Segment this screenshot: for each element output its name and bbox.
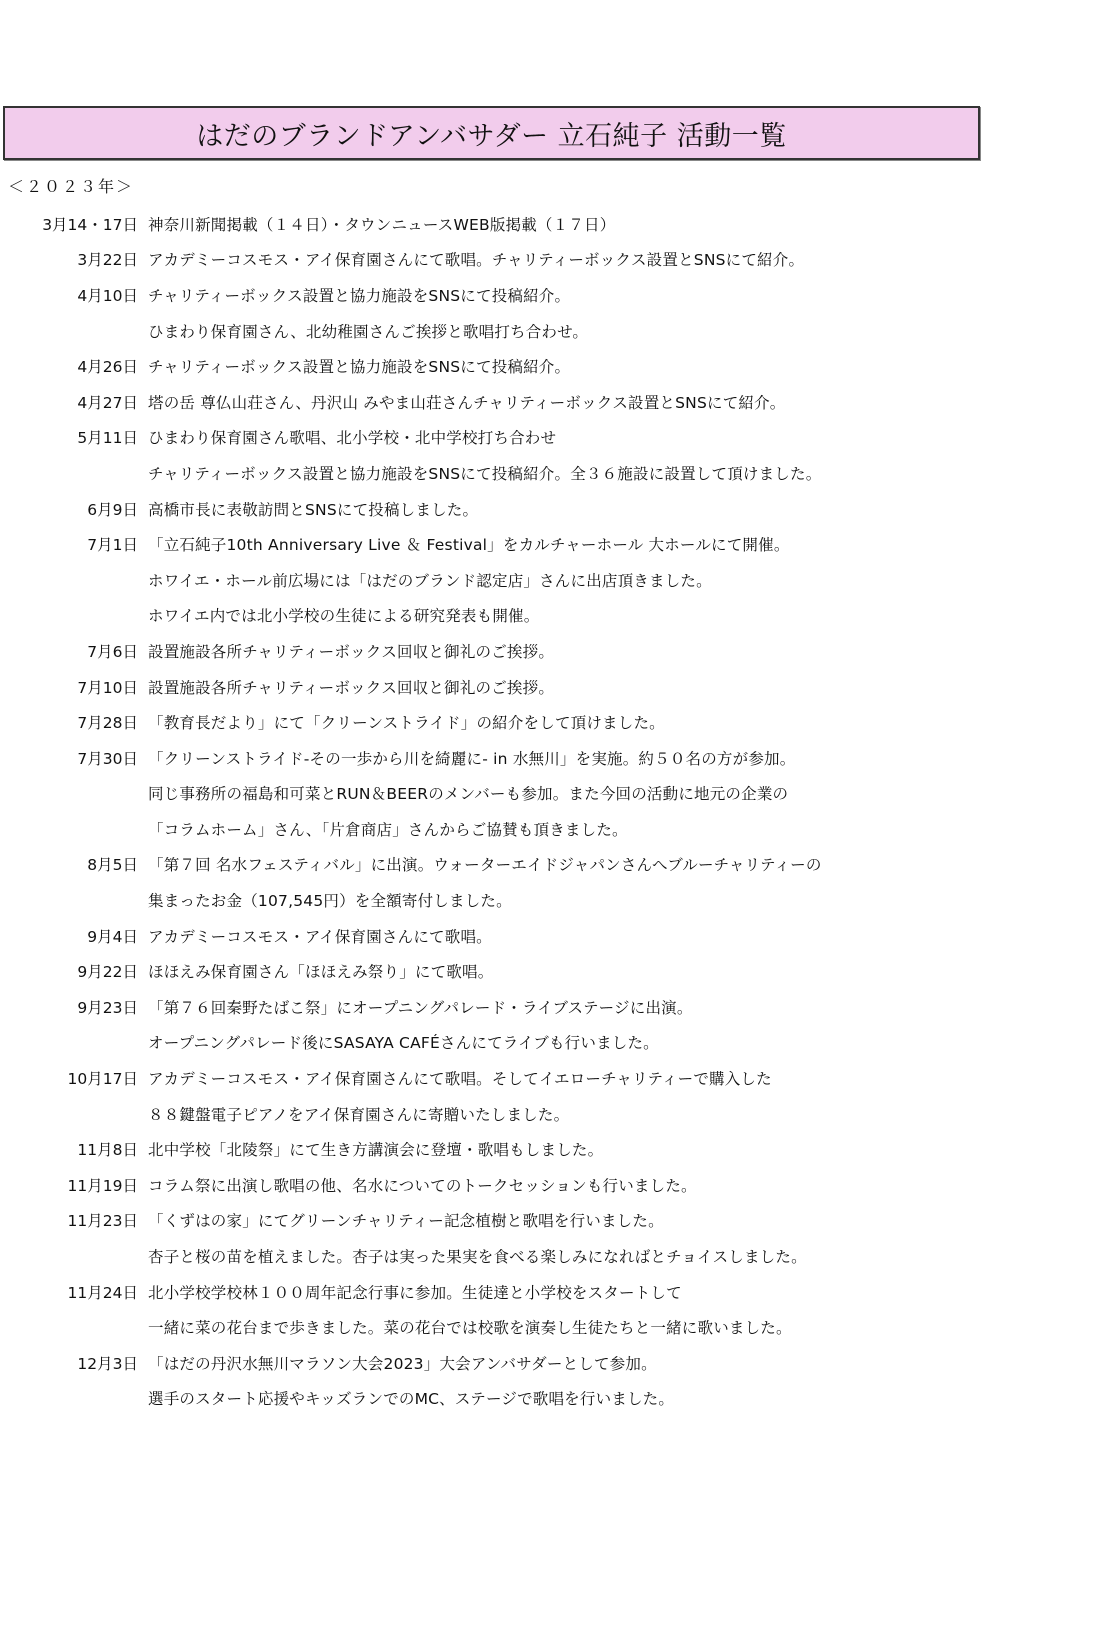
- activity-date: 10月17日: [67, 1070, 138, 1089]
- activity-row: [0, 882, 1098, 918]
- activity-text: 一緒に菜の花台まで歩きました。菜の花台では校歌を演奏し生徒たちと一緒に歌いました。: [148, 1319, 792, 1338]
- activity-text: ほほえみ保育園さん「ほほえみ祭り」にて歌唱。: [148, 963, 494, 982]
- activity-row: [0, 633, 1098, 669]
- activity-row: [0, 989, 1098, 1025]
- activity-text: ひまわり保育園さん歌唱、北小学校・北中学校打ち合わせ: [148, 429, 557, 448]
- activity-date: 11月19日: [67, 1176, 138, 1195]
- activity-list: [0, 206, 1098, 1416]
- activity-text: 設置施設各所チャリティーボックス回収と御礼のご挨拶。: [148, 678, 555, 697]
- activity-row: [0, 491, 1098, 527]
- activity-row: [0, 740, 1098, 776]
- activity-row: [0, 1167, 1098, 1203]
- activity-row: [0, 562, 1098, 598]
- activity-row: [0, 847, 1098, 883]
- activity-text: アカデミーコスモス・アイ保育園さんにて歌唱。チャリティーボックス設置とSNSにて紹介。: [148, 251, 805, 270]
- activity-row: [0, 1309, 1098, 1345]
- activity-date: 5月11日: [77, 429, 138, 448]
- year-heading: ＜２０２３年＞: [8, 177, 135, 196]
- activity-date: 4月26日: [77, 358, 138, 377]
- activity-text: 「立石純子10th Anniversary Live ＆ Festival」をカルチャーホール 大ホールにて開催。: [148, 536, 790, 555]
- activity-date: 8月5日: [87, 856, 138, 875]
- activity-row: [0, 811, 1098, 847]
- activity-date: 12月3日: [77, 1354, 138, 1373]
- activity-text: アカデミーコスモス・アイ保育園さんにて歌唱。: [148, 927, 492, 946]
- activity-row: [0, 348, 1098, 384]
- activity-text: チャリティーボックス設置と協力施設をSNSにて投稿紹介。: [148, 286, 571, 305]
- activity-date: 4月10日: [77, 286, 138, 305]
- activity-date: 3月22日: [77, 251, 138, 270]
- activity-date: 11月23日: [67, 1212, 138, 1231]
- activity-row: [0, 776, 1098, 812]
- activity-row: [0, 242, 1098, 278]
- activity-row: [0, 206, 1098, 242]
- activity-text: チャリティーボックス設置と協力施設をSNSにて投稿紹介。: [148, 358, 571, 377]
- activity-text: 杏子と桜の苗を植えました。杏子は実った果実を食べる楽しみになればとチョイスしました。: [148, 1248, 807, 1267]
- activity-date: 7月30日: [77, 749, 138, 768]
- activity-row: [0, 1060, 1098, 1096]
- activity-text: ホワイエ内では北小学校の生徒による研究発表も開催。: [148, 607, 540, 626]
- activity-date: 11月24日: [67, 1283, 138, 1302]
- activity-text: チャリティーボックス設置と協力施設をSNSにて投稿紹介。全３６施設に設置して頂けました。: [148, 464, 822, 483]
- activity-text: 「第７回 名水フェスティバル」に出演。ウォーターエイドジャパンさんへブルーチャリティーの: [148, 856, 822, 875]
- activity-text: 塔の岳 尊仏山荘さん、丹沢山 みやま山荘さんチャリティーボックス設置とSNSにて紹介。: [148, 393, 786, 412]
- activity-row: [0, 1345, 1098, 1381]
- activity-row: [0, 526, 1098, 562]
- activity-row: [0, 313, 1098, 349]
- activity-text: コラム祭に出演し歌唱の他、名水についてのトークセッションも行いました。: [148, 1176, 697, 1195]
- activity-text: 「第７６回秦野たばこ祭」にオープニングパレード・ライブステージに出演。: [148, 998, 693, 1017]
- activity-row: [0, 1203, 1098, 1239]
- title-banner: [3, 106, 980, 160]
- activity-text: 神奈川新聞掲載（１４日）・タウンニュースWEB版掲載（１７日）: [148, 215, 616, 234]
- activity-text: ひまわり保育園さん、北幼稚園さんご挨拶と歌唱打ち合わせ。: [148, 322, 589, 341]
- activity-text: オープニングパレード後にSASAYA CAFÉさんにてライブも行いました。: [148, 1034, 659, 1053]
- activity-row: [0, 704, 1098, 740]
- activity-row: [0, 420, 1098, 456]
- activity-text: 「くずはの家」にてグリーンチャリティー記念植樹と歌唱を行いました。: [148, 1212, 664, 1231]
- activity-text: 同じ事務所の福島和可菜とRUN＆BEERのメンバーも参加。また今回の活動に地元の企業の: [148, 785, 789, 804]
- activity-row: [0, 277, 1098, 313]
- activity-text: 「クリーンストライド-その一歩から川を綺麗に- in 水無川」を実施。約５０名の方が参加。: [148, 749, 796, 768]
- activity-date: 4月27日: [77, 393, 138, 412]
- activity-row: [0, 384, 1098, 420]
- activity-date: 7月1日: [87, 536, 138, 555]
- activity-text: 「教育長だより」にて「クリーンストライド」の紹介をして頂けました。: [148, 714, 665, 733]
- activity-date: 9月23日: [77, 998, 138, 1017]
- activity-date: 9月4日: [87, 927, 138, 946]
- activity-date: 9月22日: [77, 963, 138, 982]
- activity-row: [0, 1381, 1098, 1417]
- activity-text: 設置施設各所チャリティーボックス回収と御礼のご挨拶。: [148, 642, 555, 661]
- activity-text: 集まったお金（107,545円）を全額寄付しました。: [148, 892, 512, 911]
- activity-text: 北小学校学校林１００周年記念行事に参加。生徒達と小学校をスタートして: [148, 1283, 682, 1302]
- activity-date: 7月28日: [77, 714, 138, 733]
- activity-row: [0, 598, 1098, 634]
- activity-text: ８８鍵盤電子ピアノをアイ保育園さんに寄贈いたしました。: [148, 1105, 570, 1124]
- activity-text: ホワイエ・ホール前広場には「はだのブランド認定店」さんに出店頂きました。: [148, 571, 712, 590]
- activity-date: 6月9日: [87, 500, 138, 519]
- activity-row: [0, 1238, 1098, 1274]
- activity-row: [0, 1131, 1098, 1167]
- activity-row: [0, 455, 1098, 491]
- activity-row: [0, 1274, 1098, 1310]
- activity-row: [0, 1096, 1098, 1132]
- activity-text: 北中学校「北陵祭」にて生き方講演会に登壇・歌唱もしました。: [148, 1141, 604, 1160]
- activity-date: 11月8日: [77, 1141, 138, 1160]
- activity-text: 高橋市長に表敬訪問とSNSにて投稿しました。: [148, 500, 479, 519]
- activity-text: 選手のスタート応援やキッズランでのMC、ステージで歌唱を行いました。: [148, 1390, 675, 1409]
- activity-date: 7月6日: [87, 642, 138, 661]
- activity-text: 「はだの丹沢水無川マラソン大会2023」大会アンバサダーとして参加。: [148, 1354, 657, 1373]
- page-title: はだのブランドアンバサダー 立石純子 活動一覧: [196, 120, 787, 152]
- activity-row: [0, 669, 1098, 705]
- activity-row: [0, 953, 1098, 989]
- activity-date: 7月10日: [77, 678, 138, 697]
- activity-row: [0, 1025, 1098, 1061]
- activity-text: アカデミーコスモス・アイ保育園さんにて歌唱。そしてイエローチャリティーで購入した: [148, 1070, 772, 1089]
- activity-row: [0, 918, 1098, 954]
- activity-date: 3月14・17日: [42, 215, 138, 234]
- activity-text: 「コラムホーム」さん、「片倉商店」さんからご協賛も頂きました。: [148, 820, 628, 839]
